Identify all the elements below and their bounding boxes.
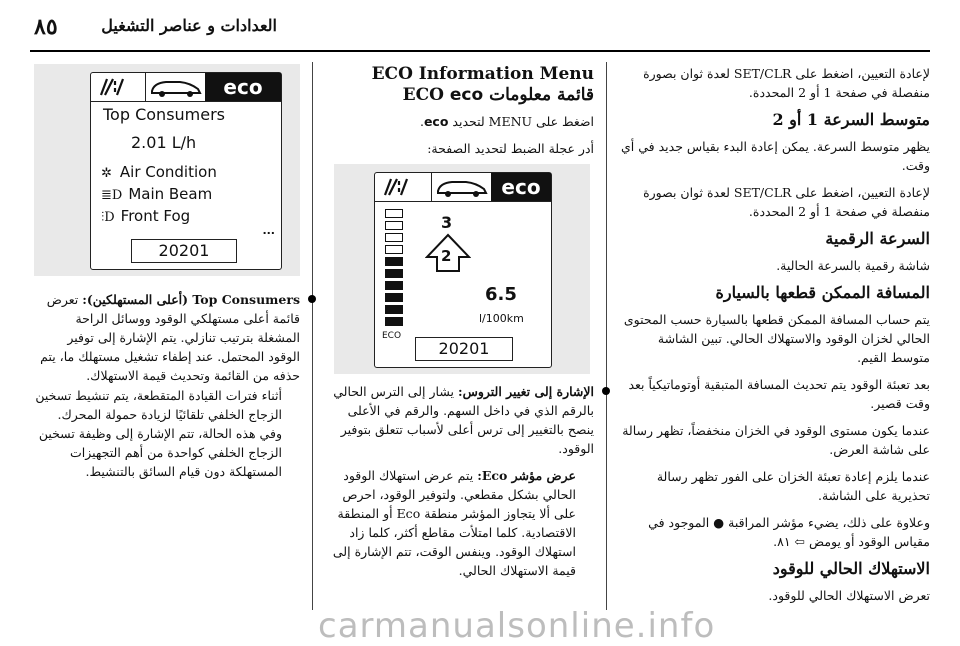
paragraph: اضغط على MENU لتحديد eco. (419, 114, 594, 129)
eco-logo: eco (449, 85, 484, 105)
eco-gauge-segment (385, 233, 403, 242)
eco-display (374, 172, 552, 368)
paragraph: أدر عجلة الضبط لتحديد الصفحة: (427, 141, 594, 156)
current-gear: 2 (441, 247, 452, 265)
eco-tab: eco (205, 73, 281, 101)
paragraph: يظهر متوسط السرعة. يمكن إعادة البدء بقياس جديد في أي وقت. (621, 139, 930, 173)
eco-display-image (334, 164, 590, 374)
paragraph: شاشة رقمية بالسرعة الحالية. (776, 258, 930, 273)
eco-gauge-segment (385, 281, 403, 290)
fan-icon: ✲ (101, 166, 112, 181)
eco-gauge-segment (385, 257, 403, 266)
recommended-gear: 3 (441, 213, 453, 232)
text: وعلاوة على ذلك، يضيء مؤشر المراقبة (728, 515, 930, 530)
eco-gauge-segment (385, 317, 403, 326)
top-consumers-display (90, 72, 282, 270)
section-heading: الاستهلاك الحالي للوقود (772, 559, 930, 578)
fuel-warning-icon: ● (713, 515, 725, 530)
page-reference: ٨١. (773, 534, 791, 549)
paragraph: عندما يلزم إعادة تعبئة الخزان على الفور تظهر رسالة تحذيرية على الشاشة. (656, 469, 930, 503)
eco-gauge-segment (385, 293, 403, 302)
paragraph: بعد تعبئة الوقود يتم تحديث المسافة المتبقية أوتوماتيكياً بعد وقت قصير. (628, 377, 930, 411)
eco-tab: eco (491, 173, 551, 201)
menu-title-arabic: قائمة معلومات ECO eco (402, 85, 594, 105)
eco-gauge-label: ECO (382, 331, 402, 341)
text: الموجود في مقياس الوقود أو يومض (648, 515, 930, 549)
reference-arrow-icon: ⇦ (794, 534, 806, 549)
bullet-icon (308, 295, 316, 303)
section-heading: متوسط السرعة 1 أو 2 (772, 110, 930, 129)
main-beam-icon: ≣D (101, 188, 123, 203)
car-icon (145, 73, 206, 101)
odometer: 20201 (415, 337, 513, 361)
eco-gauge-segment (385, 209, 403, 218)
section-heading: المسافة الممكن قطعها بالسيارة (715, 283, 930, 302)
eco-gauge-segment (385, 221, 403, 230)
top-consumers-image (34, 64, 300, 276)
display-tab-bar (91, 73, 281, 102)
paragraph: عرض مؤشر Eco: يتم عرض استهلاك الوقود الحالي بشكل مقطعي. ولتوفير الوقود، احرص على ألا يتجاوز المؤشر منطقة Eco أو المنطقة الاقتصادية. كلما امتلأت مقاطع أكثر، كلما زاد استهلاك الوقود. وينفس الوقت، تتم الإشارة إلى قيمة الاستهلاك الحالي. (332, 468, 576, 578)
consumer-row: ✲ Air Condition (101, 163, 217, 181)
consumption-unit: l/100km (479, 312, 524, 325)
eco-logo: eco (423, 114, 449, 129)
list-item: الإشارة إلى تغيير التروس: يشار إلى الترس الحالي بالرقم الذي في داخل السهم. والرقم في الأعلى ينصح بالتغيير إلى ترس أعلى لأسباب تتعلق بتوفير الوقود. (322, 382, 612, 458)
consumers-value: 2.01 L/h (131, 133, 197, 152)
paragraph: تعرض الاستهلاك الحالي للوقود. (768, 588, 930, 603)
traffic-sign-icon (95, 73, 143, 101)
right-column (618, 64, 930, 613)
eco-gauge-segment (385, 305, 403, 314)
consumer-row: ≣D Main Beam (101, 185, 213, 203)
paragraph (618, 513, 930, 551)
paragraph: عندما يكون مستوى الوقود في الخزان منخفضاً، تظهر رسالة على شاشة العرض. (622, 423, 930, 457)
paragraph: لإعادة التعيين، اضغط على SET/CLR لعدة ثوان بصورة منفصلة في صفحة 1 أو 2 المحددة. (643, 66, 930, 100)
middle-column (322, 64, 594, 578)
header-rule (30, 50, 930, 52)
consumption-value: 6.5 (485, 284, 517, 305)
menu-title-english: ECO Information Menu (371, 64, 594, 84)
list-item: Top Consumers (أعلى المستهلكين): تعرض قائمة أعلى مستهلكي الوقود ووسائل الراحة المشغلة بترتيب تنازلي. يتم الإشارة إلى توفير الوقود المحتمل. عند إطفاء تشغيل مستهلك ما، يتم حذفه من القائمة وتحديث قيمة الاستهلاك. (34, 290, 318, 385)
section-heading: السرعة الرقمية (825, 229, 930, 248)
traffic-sign-icon (379, 173, 429, 201)
eco-gauge-segment (385, 245, 403, 254)
page-title: العدادات و عناصر التشغيل (101, 16, 277, 35)
watermark: carmanualsonline.info (318, 606, 716, 646)
paragraph: أثناء فترات القيادة المتقطعة، يتم تنشيط تسخين الزجاج الخلفي تلقائيًا لزيادة حمولة المحرك. وفي هذه الحالة، تتم الإشارة إلى وظيفة تسخين الزجاج الخلفي كواحدة من أهم التجهيزات المستهلكة دون قيام السائق بالتنشيط. (35, 388, 282, 479)
page-number: ٨٥ (34, 14, 58, 40)
front-fog-icon: ⫶D (101, 210, 115, 225)
paragraph: يتم حساب المسافة الممكن قطعها بالسيارة حسب المحتوى الحالي لخزان الوقود والاستهلاك الحالي. تبين الشاشة متوسط القيم. (623, 312, 930, 365)
eco-gauge-segment (385, 269, 403, 278)
column-divider (606, 62, 607, 610)
odometer: 20201 (131, 239, 237, 263)
display-tab-bar (375, 173, 551, 202)
more-indicator: ... (262, 224, 275, 237)
paragraph: لإعادة التعيين، اضغط على SET/CLR لعدة ثوان بصورة منفصلة في صفحة 1 أو 2 المحددة. (643, 185, 930, 219)
display-title: Top Consumers (103, 105, 226, 124)
page-header (0, 0, 960, 52)
car-icon (431, 173, 492, 201)
consumer-row: ⫶D Front Fog (101, 207, 191, 225)
bullet-icon (602, 387, 610, 395)
eco-gauge (385, 211, 405, 329)
